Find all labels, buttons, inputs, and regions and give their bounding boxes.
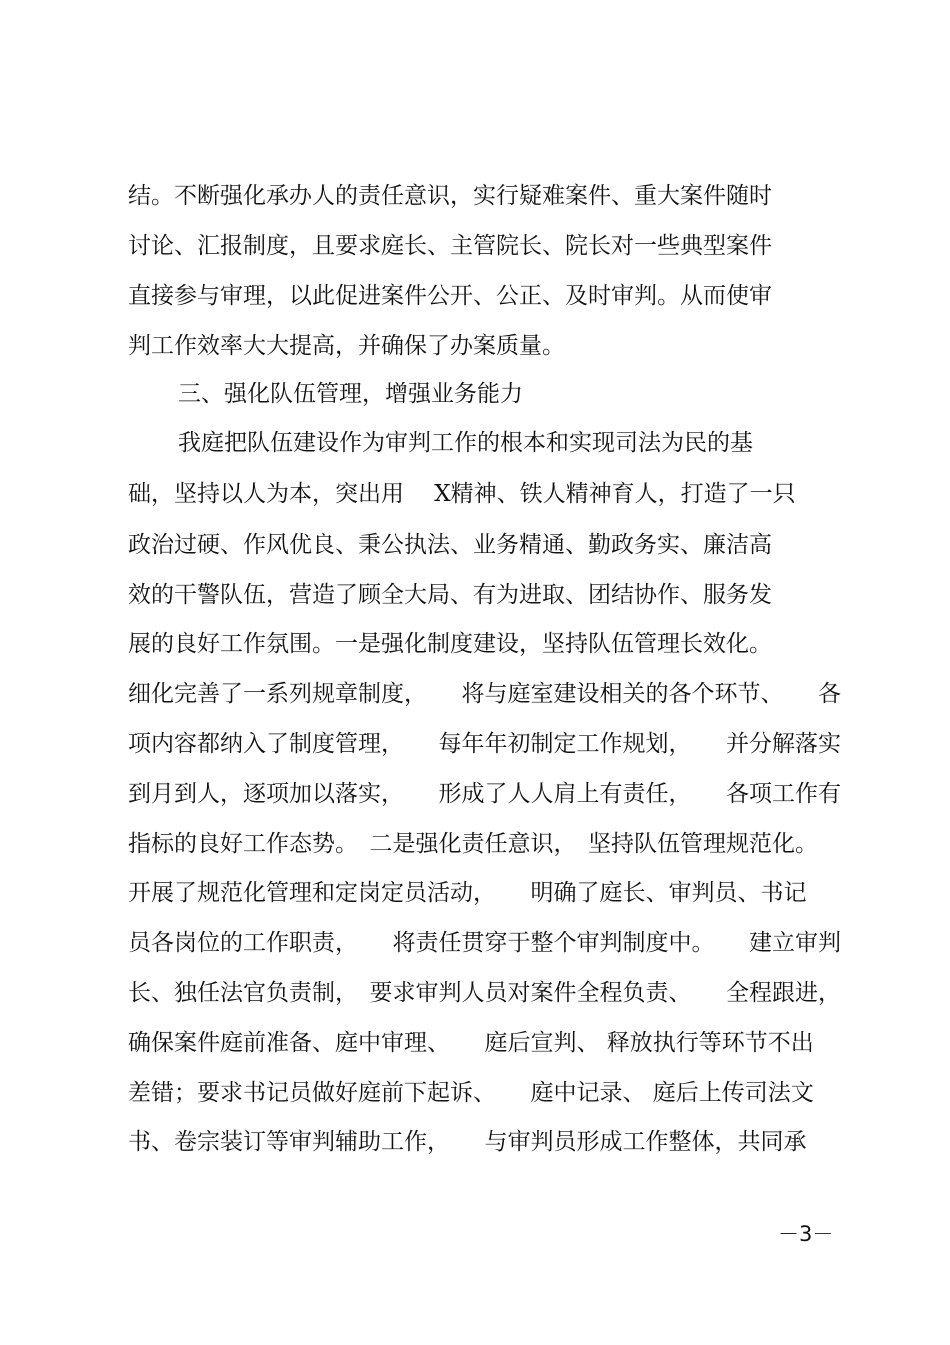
section-heading: 三、强化队伍管理，增强业务能力 [178, 381, 523, 407]
text-line-9: 效的干警队伍，营造了顾全大局、有为进取、团结协作、服务发 [128, 582, 772, 608]
paragraph-first-line: 我庭把队伍建设作为审判工作的根本和实现司法为民的基 [178, 430, 753, 456]
text-line-19: 差错；要求书记员做好庭前下起诉、 庭中记录、 庭后上传司法文 [128, 1080, 814, 1106]
text-line-20: 书、卷宗装订等审判辅助工作， 与审判员形成工作整体，共同承 [128, 1129, 807, 1155]
text-line-3: 直接参与审理，以此促进案件公开、公正、及时审判。从而使审 [128, 283, 772, 309]
page-number: －3－ [778, 1222, 834, 1246]
text-line-13: 到月到人，逐项加以落实， 形成了人人肩上有责任， 各项工作有 [128, 781, 841, 807]
text-line-17: 长、独任法官负责制， 要求审判人员对案件全程负责、 全程跟进， [128, 980, 841, 1006]
text-line-8: 政治过硬、作风优良、秉公执法、业务精通、勤政务实、廉洁高 [128, 532, 772, 558]
text-line-11: 细化完善了一系列规章制度， 将与庭室建设相关的各个环节、 各 [128, 681, 841, 707]
text-line-15: 开展了规范化管理和定岗定员活动， 明确了庭长、审判员、书记 [128, 880, 807, 906]
text-line-14: 指标的良好工作态势。 二是强化责任意识， 坚持队伍管理规范化。 [128, 831, 818, 857]
text-line-10: 展的良好工作氛围。一是强化制度建设，坚持队伍管理长效化。 [128, 631, 772, 657]
text-line-4: 判工作效率大大提高，并确保了办案质量。 [128, 333, 565, 359]
text-line-7: 础，坚持以人为本，突出用 X精神、铁人精神育人，打造了一只 [128, 481, 796, 507]
text-line-12: 项内容都纳入了制度管理， 每年年初制定工作规划， 并分解落实 [128, 731, 841, 757]
text-line-2: 讨论、汇报制度，且要求庭长、主管院长、院长对一些典型案件 [128, 233, 772, 259]
text-line-16: 员各岗位的工作职责， 将责任贯穿于整个审判制度中。 建立审判 [128, 930, 841, 956]
text-line-1: 结。不断强化承办人的责任意识，实行疑难案件、重大案件随时 [128, 183, 772, 209]
text-line-18: 确保案件庭前准备、庭中审理、 庭后宣判、 释放执行等环节不出 [128, 1030, 814, 1056]
